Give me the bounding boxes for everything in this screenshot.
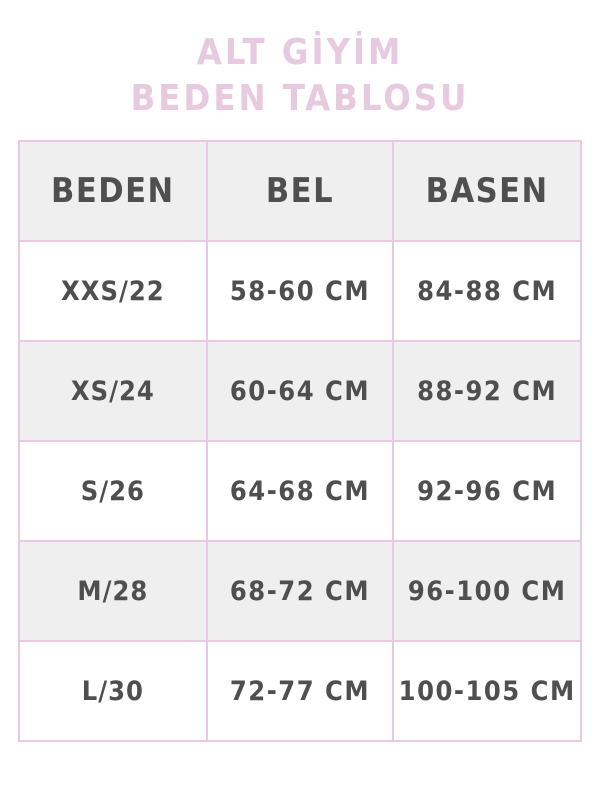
page-title-line-2: BEDEN TABLOSU <box>130 78 470 120</box>
page-title <box>0 0 600 122</box>
table-row <box>20 641 580 740</box>
cell-basen: 84-88 CM <box>393 241 580 341</box>
cell-beden: S/26 <box>20 441 207 541</box>
cell-bel: 60-64 CM <box>207 341 394 441</box>
size-table-container <box>18 140 582 742</box>
cell-basen: 92-96 CM <box>393 441 580 541</box>
table-row <box>20 241 580 341</box>
cell-bel: 68-72 CM <box>207 541 394 641</box>
table-header <box>20 142 580 241</box>
table-header-row <box>20 142 580 241</box>
table-row <box>20 341 580 441</box>
cell-basen: 96-100 CM <box>393 541 580 641</box>
table-row <box>20 441 580 541</box>
cell-bel: 58-60 CM <box>207 241 394 341</box>
cell-bel: 64-68 CM <box>207 441 394 541</box>
page-title-line-1: ALT GİYİM <box>196 32 404 73</box>
table-body <box>20 241 580 740</box>
cell-beden: XXS/22 <box>20 241 207 341</box>
cell-beden: M/28 <box>20 541 207 641</box>
cell-bel: 72-77 CM <box>207 641 394 740</box>
table-row <box>20 541 580 641</box>
cell-beden: XS/24 <box>20 341 207 441</box>
column-header-basen: BASEN <box>393 142 580 241</box>
column-header-beden: BEDEN <box>20 142 207 241</box>
cell-beden: L/30 <box>20 641 207 740</box>
column-header-bel: BEL <box>207 142 394 241</box>
cell-basen: 88-92 CM <box>393 341 580 441</box>
size-table <box>20 142 580 740</box>
cell-basen: 100-105 CM <box>398 675 576 707</box>
